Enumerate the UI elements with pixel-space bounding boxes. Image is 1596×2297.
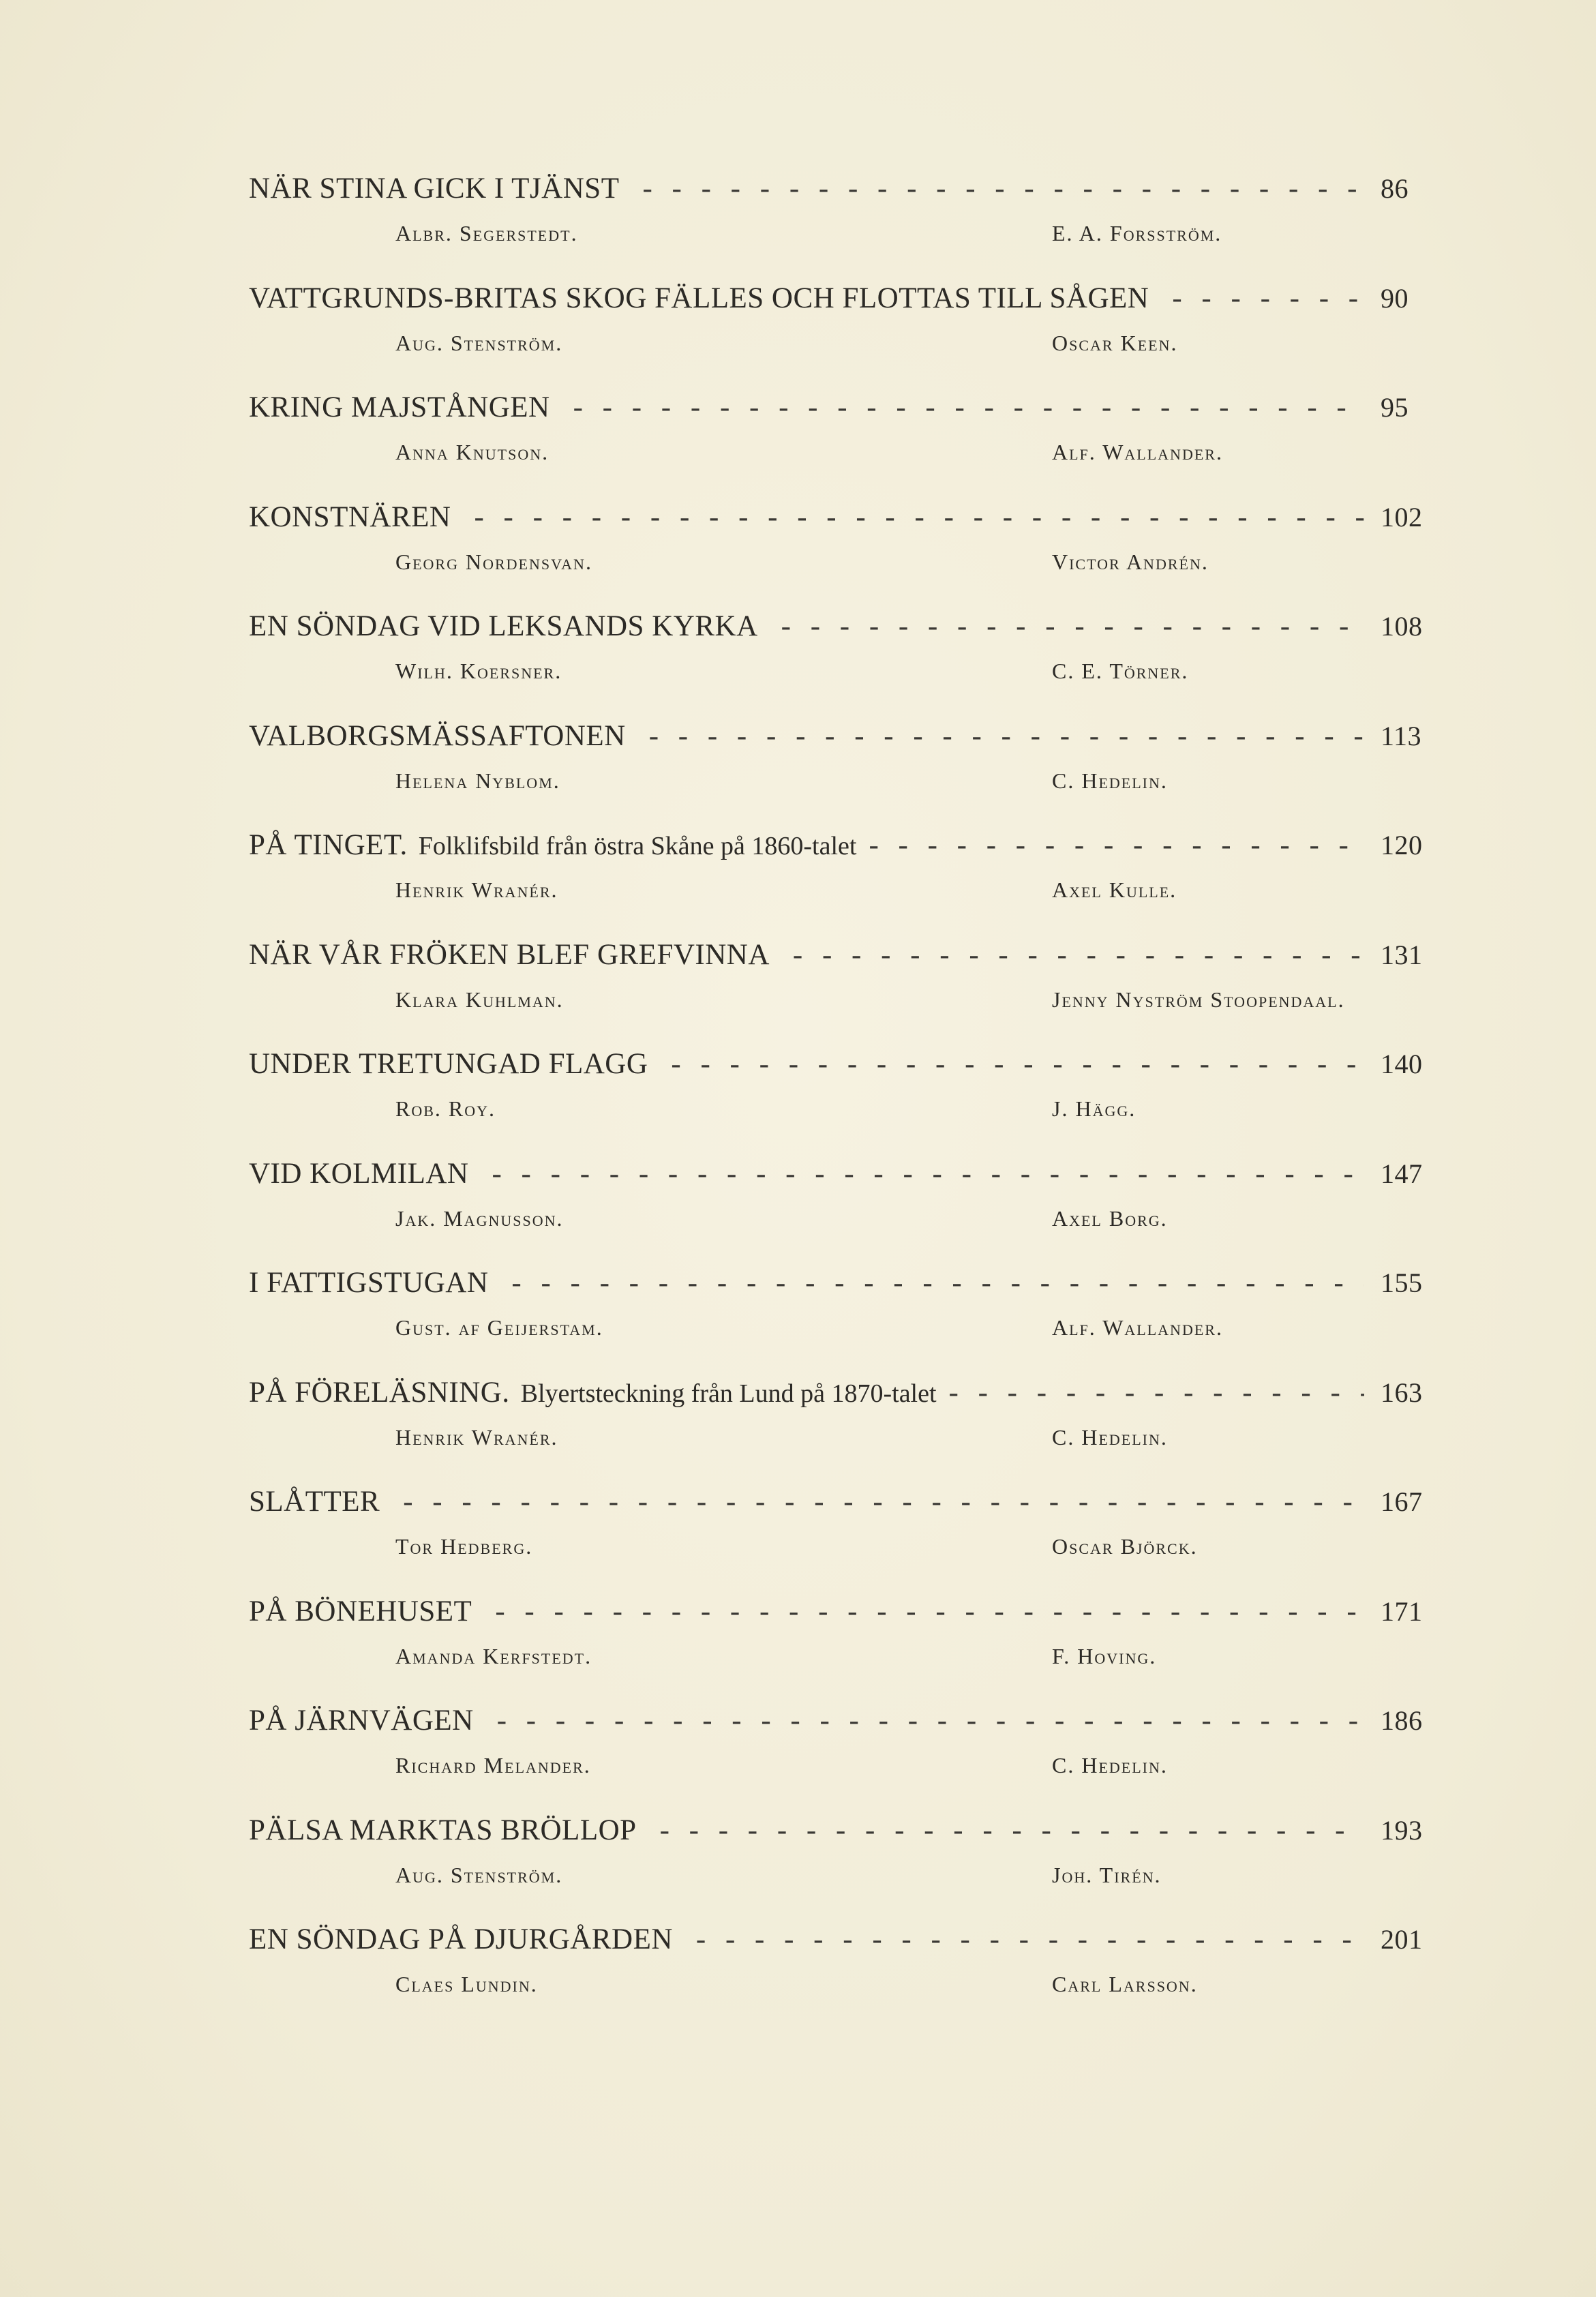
- entry-title: VID KOLMILAN: [249, 1157, 469, 1190]
- toc-entry: [249, 1706, 1428, 1816]
- entry-subtitle: Folklifsbild från östra Skåne på 1860-talet: [418, 832, 857, 860]
- page-number: 186: [1381, 1705, 1423, 1736]
- author-name: Gust. af Geijerstam.: [395, 1315, 603, 1340]
- page-number: 131: [1381, 939, 1423, 970]
- toc-entry: [249, 612, 1428, 721]
- artist-name: Joh. Tirén.: [1052, 1862, 1162, 1887]
- entry-subtitle: Blyertsteckning från Lund på 1870-talet: [520, 1379, 937, 1408]
- entry-title: EN SÖNDAG VID LEKSANDS KYRKA: [249, 610, 758, 642]
- page-number: 193: [1381, 1814, 1423, 1846]
- author-name: Rob. Roy.: [395, 1096, 496, 1121]
- entry-title: PÄLSA MARKTAS BRÖLLOP: [249, 1814, 637, 1846]
- dot-leader: [497, 1706, 1364, 1735]
- entry-title: PÅ JÄRNVÄGEN: [249, 1705, 474, 1737]
- dot-leader: [660, 1816, 1364, 1845]
- entry-title: VALBORGSMÄSSAFTONEN: [249, 719, 626, 752]
- toc-entry: [249, 393, 1428, 502]
- toc-entry: [249, 284, 1428, 393]
- artist-name: C. Hedelin.: [1052, 1753, 1168, 1777]
- artist-name: C. E. Törner.: [1052, 659, 1189, 683]
- entry-title: KRING MAJSTÅNGEN: [249, 391, 550, 423]
- page-number: 163: [1381, 1377, 1423, 1408]
- author-name: Wilh. Koersner.: [395, 659, 562, 683]
- artist-name: J. Hägg.: [1052, 1096, 1136, 1121]
- entry-title: EN SÖNDAG PÅ DJURGÅRDEN: [249, 1923, 673, 1955]
- page-number: 95: [1381, 392, 1409, 423]
- page-number: 108: [1381, 611, 1423, 642]
- artist-name: Axel Borg.: [1052, 1205, 1168, 1231]
- dot-leader: [781, 612, 1364, 641]
- dot-leader: [511, 1268, 1364, 1297]
- toc-entry: [249, 1816, 1428, 1925]
- dot-leader: [474, 502, 1364, 532]
- toc-entry: [249, 1268, 1428, 1378]
- author-name: Aug. Stenström.: [395, 1862, 563, 1887]
- toc-entry: [249, 830, 1428, 940]
- dot-leader: [495, 1597, 1364, 1626]
- artist-name: F. Hoving.: [1052, 1643, 1157, 1668]
- entry-title: PÅ FÖRELÄSNING.: [249, 1376, 510, 1409]
- toc-entry: [249, 1159, 1428, 1269]
- page-number: 120: [1381, 830, 1423, 860]
- page-number: 155: [1381, 1267, 1423, 1298]
- artist-name: C. Hedelin.: [1052, 768, 1168, 793]
- dot-leader: [1172, 284, 1364, 313]
- toc-entry: [249, 940, 1428, 1050]
- toc-entry: [249, 1049, 1428, 1159]
- entry-title: I FATTIGSTUGAN: [249, 1267, 489, 1299]
- dot-leader: [869, 830, 1364, 860]
- page-number: 90: [1381, 282, 1409, 314]
- author-name: Jak. Magnusson.: [395, 1205, 564, 1231]
- artist-name: C. Hedelin.: [1052, 1424, 1168, 1450]
- author-name: Anna Knutson.: [395, 440, 549, 464]
- dot-leader: [642, 174, 1364, 203]
- artist-name: Oscar Björck.: [1052, 1534, 1198, 1559]
- entry-title: SLÅTTER: [249, 1486, 380, 1518]
- author-name: Aug. Stenström.: [395, 330, 563, 355]
- dot-leader: [949, 1378, 1364, 1407]
- entry-title: NÄR STINA GICK I TJÄNST: [249, 172, 620, 205]
- page-number: 113: [1381, 720, 1422, 751]
- page-number: 86: [1381, 173, 1409, 204]
- entry-title: KONSTNÄREN: [249, 500, 451, 533]
- artist-name: Alf. Wallander.: [1052, 440, 1223, 464]
- toc-entry: [249, 1925, 1428, 2035]
- entry-title: PÅ BÖNEHUSET: [249, 1595, 472, 1627]
- author-name: Tor Hedberg.: [395, 1534, 533, 1559]
- author-name: Claes Lundin.: [395, 1972, 538, 1996]
- toc-entry: [249, 174, 1428, 284]
- dot-leader: [403, 1487, 1364, 1516]
- page-number: 147: [1381, 1158, 1423, 1189]
- author-name: Henrik Wranér.: [395, 1424, 558, 1450]
- toc-entry: [249, 1378, 1428, 1488]
- artist-name: Axel Kulle.: [1052, 877, 1177, 902]
- page-number: 167: [1381, 1486, 1423, 1517]
- toc-entry: [249, 721, 1428, 831]
- table-of-contents: [249, 174, 1428, 2035]
- dot-leader: [492, 1159, 1364, 1188]
- page-number: 102: [1381, 501, 1423, 532]
- artist-name: Jenny Nyström Stoopendaal.: [1052, 987, 1345, 1012]
- page-number: 201: [1381, 1924, 1423, 1955]
- artist-name: Carl Larsson.: [1052, 1972, 1198, 1996]
- dot-leader: [793, 940, 1364, 970]
- author-name: Helena Nyblom.: [395, 768, 560, 793]
- entry-title: PÅ TINGET.: [249, 829, 408, 861]
- page-number: 171: [1381, 1595, 1423, 1627]
- page-number: 140: [1381, 1049, 1423, 1079]
- dot-leader: [649, 721, 1364, 751]
- author-name: Albr. Segerstedt.: [395, 221, 578, 245]
- entry-title: VATTGRUNDS-BRITAS SKOG FÄLLES OCH FLOTTAS TILL SÅGEN: [249, 282, 1149, 314]
- dot-leader: [696, 1925, 1364, 1954]
- author-name: Klara Kuhlman.: [395, 987, 564, 1012]
- toc-entry: [249, 1597, 1428, 1707]
- entry-title: NÄR VÅR FRÖKEN BLEF GREFVINNA: [249, 938, 770, 971]
- artist-name: Oscar Keen.: [1052, 330, 1178, 355]
- artist-name: Alf. Wallander.: [1052, 1315, 1223, 1340]
- author-name: Amanda Kerfstedt.: [395, 1643, 592, 1668]
- author-name: Richard Melander.: [395, 1753, 591, 1777]
- artist-name: E. A. Forsström.: [1052, 221, 1222, 245]
- artist-name: Victor Andrén.: [1052, 549, 1209, 574]
- entry-title: UNDER TRETUNGAD FLAGG: [249, 1048, 648, 1080]
- toc-entry: [249, 1487, 1428, 1597]
- dot-leader: [573, 393, 1364, 422]
- toc-entry: [249, 502, 1428, 612]
- dot-leader: [671, 1049, 1364, 1079]
- author-name: Georg Nordensvan.: [395, 549, 592, 574]
- author-name: Henrik Wranér.: [395, 877, 558, 902]
